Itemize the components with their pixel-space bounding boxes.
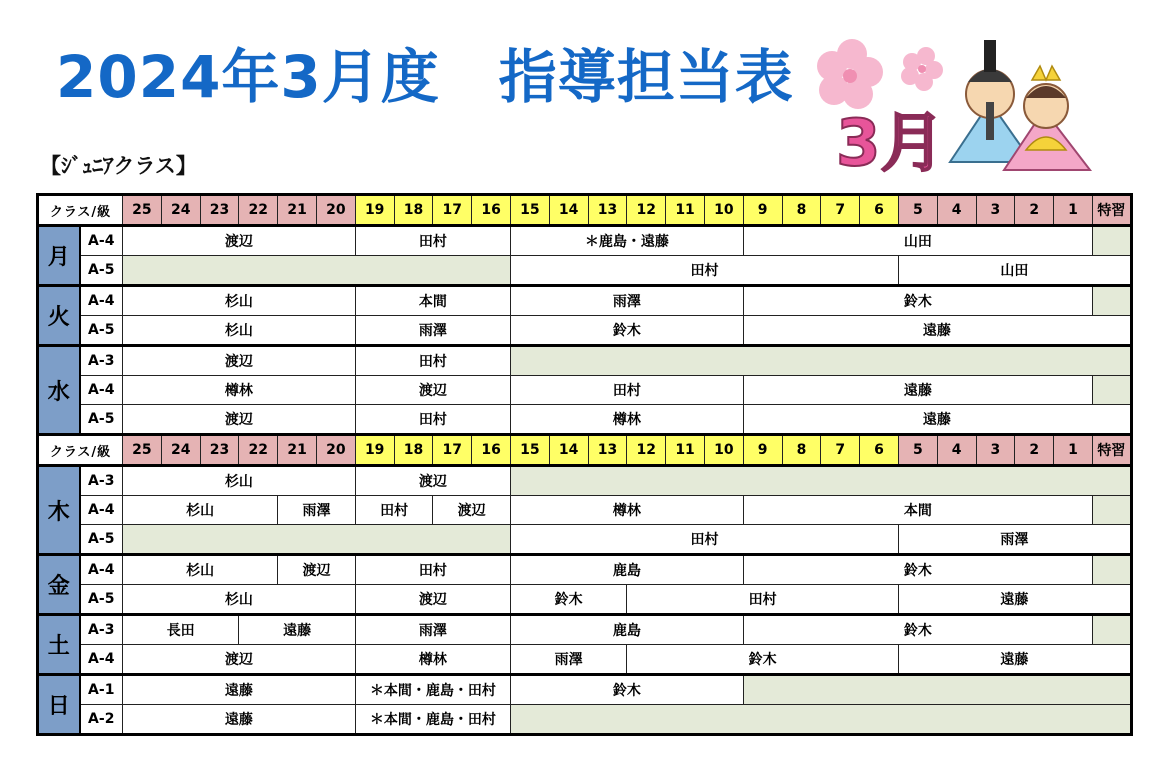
grade-header-cell: 23 (200, 435, 239, 466)
instructor-cell: 樽林 (355, 645, 510, 675)
instructor-cell: 渡辺 (355, 466, 510, 496)
grade-header-cell: 18 (394, 435, 433, 466)
instructor-cell: 渡辺 (355, 585, 510, 615)
instructor-cell: 鈴木 (627, 645, 899, 675)
schedule-row (38, 496, 1132, 525)
grade-header-cell: 7 (821, 195, 860, 226)
instructor-cell: 雨澤 (278, 496, 356, 525)
day-label: 土 (38, 615, 80, 675)
grade-header-cell: 2 (1015, 435, 1054, 466)
schedule-row (38, 645, 1132, 675)
class-label: A-5 (80, 316, 123, 346)
grade-header-label: クラス/級 (38, 195, 123, 226)
instructor-cell: 雨澤 (510, 645, 626, 675)
schedule-row (38, 405, 1132, 435)
grade-header-cell: 10 (704, 435, 743, 466)
class-label: A-5 (80, 525, 123, 555)
grade-header-cell: 15 (510, 435, 549, 466)
instructor-cell: 杉山 (123, 496, 278, 525)
grade-header-cell: 17 (433, 195, 472, 226)
instructor-cell: 渡辺 (123, 645, 356, 675)
instructor-cell: 渡辺 (355, 376, 510, 405)
class-label: A-5 (80, 585, 123, 615)
grade-header-cell: 8 (782, 195, 821, 226)
schedule-row (38, 226, 1132, 256)
grade-header-row (38, 435, 1132, 466)
class-label: A-4 (80, 226, 123, 256)
instructor-cell: ＊鹿島・遠藤 (510, 226, 743, 256)
grade-header-cell: 2 (1015, 195, 1054, 226)
instructor-cell: 杉山 (123, 286, 356, 316)
grade-header-cell: 22 (239, 195, 278, 226)
grade-header-cell: 12 (627, 435, 666, 466)
grade-header-cell: 8 (782, 435, 821, 466)
grade-header-cell: 13 (588, 435, 627, 466)
instructor-cell: 遠藤 (123, 675, 356, 705)
grade-header-cell: 6 (860, 435, 899, 466)
empty-slot (510, 466, 1131, 496)
instructor-cell: 鈴木 (743, 555, 1092, 585)
instructor-cell: 遠藤 (123, 705, 356, 735)
grade-header-cell: 24 (161, 195, 200, 226)
empty-slot (1092, 615, 1131, 645)
grade-header-cell: 12 (627, 195, 666, 226)
grade-header-cell: 14 (549, 195, 588, 226)
class-label: A-4 (80, 496, 123, 525)
plum-blossom-icon (817, 39, 883, 109)
instructor-cell: 遠藤 (239, 615, 355, 645)
grade-header-row (38, 195, 1132, 226)
instructor-cell: 田村 (355, 226, 510, 256)
grade-header-cell: 1 (1054, 195, 1093, 226)
grade-header-cell: 4 (937, 195, 976, 226)
instructor-cell: 遠藤 (743, 376, 1092, 405)
instructor-cell: 長田 (123, 615, 239, 645)
instructor-cell: 杉山 (123, 316, 356, 346)
hina-doll-emperor-icon (950, 40, 1032, 162)
empty-slot (510, 346, 1131, 376)
empty-slot (123, 525, 511, 555)
grade-header-cell: 21 (278, 435, 317, 466)
grade-header-cell: 4 (937, 435, 976, 466)
instructor-cell: 杉山 (123, 555, 278, 585)
instructor-cell: 遠藤 (743, 405, 1131, 435)
grade-header-cell: 25 (123, 435, 162, 466)
instructor-cell: 鹿島 (510, 615, 743, 645)
grade-header-cell: 25 (123, 195, 162, 226)
instructor-cell: 樽林 (510, 405, 743, 435)
schedule-row (38, 615, 1132, 645)
grade-header-cell: 11 (666, 435, 705, 466)
grade-header-cell: 20 (316, 195, 355, 226)
grade-header-cell: 22 (239, 435, 278, 466)
empty-slot (1092, 226, 1131, 256)
class-label: A-5 (80, 405, 123, 435)
grade-header-cell: 10 (704, 195, 743, 226)
instructor-cell: 田村 (510, 376, 743, 405)
instructor-cell: 渡辺 (123, 226, 356, 256)
instructor-cell: 山田 (898, 256, 1131, 286)
instructor-cell: 田村 (355, 496, 433, 525)
instructor-cell: 鈴木 (510, 585, 626, 615)
grade-header-cell: 19 (355, 435, 394, 466)
instructor-cell: 渡辺 (278, 555, 356, 585)
grade-header-cell: 17 (433, 435, 472, 466)
grade-header-cell: 3 (976, 435, 1015, 466)
hina-doll-empress-icon (1004, 66, 1090, 170)
grade-header-cell: 5 (898, 435, 937, 466)
grade-header-cell: 14 (549, 435, 588, 466)
schedule-row (38, 286, 1132, 316)
schedule-row (38, 675, 1132, 705)
instructor-cell: 遠藤 (898, 645, 1131, 675)
instructor-cell: 鈴木 (510, 316, 743, 346)
empty-slot (510, 705, 1131, 735)
hina-doll-illustration (800, 32, 1100, 182)
grade-header-cell: 11 (666, 195, 705, 226)
grade-header-cell: 9 (743, 435, 782, 466)
day-label: 木 (38, 466, 80, 555)
empty-slot (1092, 555, 1131, 585)
grade-header-cell: 16 (472, 195, 511, 226)
class-label: A-4 (80, 376, 123, 405)
instructor-cell: 鈴木 (743, 286, 1092, 316)
grade-header-cell: 24 (161, 435, 200, 466)
grade-header-cell: 6 (860, 195, 899, 226)
instructor-cell: 田村 (355, 555, 510, 585)
empty-slot (1092, 376, 1131, 405)
grade-header-cell: 7 (821, 435, 860, 466)
instructor-cell: 渡辺 (433, 496, 511, 525)
instructor-cell: 鹿島 (510, 555, 743, 585)
instructor-cell: 田村 (627, 585, 899, 615)
instructor-cell: 田村 (355, 405, 510, 435)
empty-slot (1092, 496, 1131, 525)
day-label: 火 (38, 286, 80, 346)
schedule-row (38, 585, 1132, 615)
grade-header-cell: 23 (200, 195, 239, 226)
grade-header-cell: 21 (278, 195, 317, 226)
class-label: A-1 (80, 675, 123, 705)
day-label: 水 (38, 346, 80, 435)
day-label: 金 (38, 555, 80, 615)
instructor-cell: 雨澤 (355, 316, 510, 346)
grade-header-cell: 19 (355, 195, 394, 226)
month-badge: 3月 (836, 107, 945, 181)
grade-header-cell: 20 (316, 435, 355, 466)
instructor-cell: 田村 (510, 256, 898, 286)
instructor-cell: 渡辺 (123, 405, 356, 435)
day-label: 月 (38, 226, 80, 286)
instructor-cell: 本間 (743, 496, 1092, 525)
grade-header-cell: 9 (743, 195, 782, 226)
instructor-cell: 遠藤 (898, 585, 1131, 615)
instructor-cell: 鈴木 (510, 675, 743, 705)
grade-header-cell: 1 (1054, 435, 1093, 466)
grade-header-cell: 15 (510, 195, 549, 226)
instructor-cell: 雨澤 (898, 525, 1131, 555)
instructor-cell: 杉山 (123, 466, 356, 496)
day-label: 日 (38, 675, 80, 735)
instructor-cell: ＊本間・鹿島・田村 (355, 705, 510, 735)
schedule-row (38, 376, 1132, 405)
instructor-cell: 樽林 (510, 496, 743, 525)
instructor-cell: 本間 (355, 286, 510, 316)
page-title: 2024年3月度 指導担当表 (56, 43, 794, 111)
schedule-table (36, 193, 1133, 736)
plum-blossom-icon (901, 47, 943, 91)
grade-header-cell: 3 (976, 195, 1015, 226)
grade-header-cell: 13 (588, 195, 627, 226)
schedule-row (38, 256, 1132, 286)
grade-header-label: クラス/級 (38, 435, 123, 466)
empty-slot (123, 256, 511, 286)
class-label: A-5 (80, 256, 123, 286)
instructor-cell: 雨澤 (510, 286, 743, 316)
class-subtitle: 【ｼﾞｭﾆｱクラス】 (40, 154, 197, 178)
class-label: A-3 (80, 615, 123, 645)
instructor-cell: 山田 (743, 226, 1092, 256)
schedule-row (38, 705, 1132, 735)
schedule-row (38, 466, 1132, 496)
class-label: A-3 (80, 466, 123, 496)
instructor-cell: 雨澤 (355, 615, 510, 645)
schedule-row (38, 555, 1132, 585)
instructor-cell: 田村 (355, 346, 510, 376)
empty-slot (743, 675, 1131, 705)
grade-header-cell: 18 (394, 195, 433, 226)
grade-header-cell: 5 (898, 195, 937, 226)
instructor-cell: 鈴木 (743, 615, 1092, 645)
schedule-row (38, 346, 1132, 376)
grade-header-cell: 16 (472, 435, 511, 466)
schedule-row (38, 316, 1132, 346)
class-label: A-4 (80, 645, 123, 675)
instructor-cell: 渡辺 (123, 346, 356, 376)
special-header-cell: 特習 (1092, 195, 1131, 226)
schedule-row (38, 525, 1132, 555)
class-label: A-3 (80, 346, 123, 376)
class-label: A-4 (80, 286, 123, 316)
instructor-cell: 樽林 (123, 376, 356, 405)
instructor-cell: 田村 (510, 525, 898, 555)
special-header-cell: 特習 (1092, 435, 1131, 466)
instructor-cell: 杉山 (123, 585, 356, 615)
instructor-cell: 遠藤 (743, 316, 1131, 346)
empty-slot (1092, 286, 1131, 316)
class-label: A-4 (80, 555, 123, 585)
class-label: A-2 (80, 705, 123, 735)
instructor-cell: ＊本間・鹿島・田村 (355, 675, 510, 705)
